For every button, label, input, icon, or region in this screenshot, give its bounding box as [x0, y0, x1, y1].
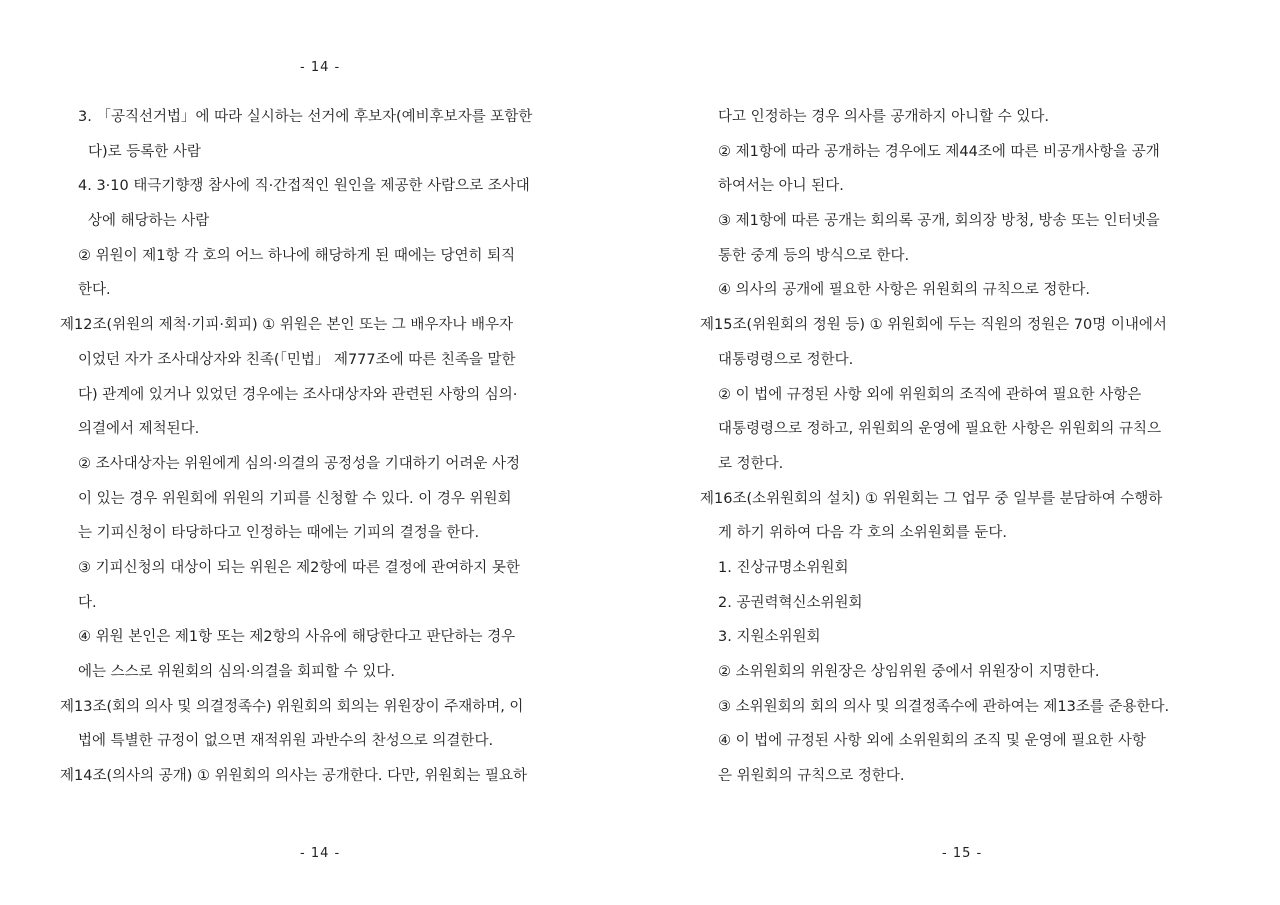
text-line: 이었던 자가 조사대상자와 친족(「민법」 제777조에 따른 친족을 말한: [78, 351, 516, 368]
article-heading-line: 제15조(위원회의 정원 등) ① 위원회에 두는 직원의 정원은 70명 이내에서: [700, 317, 1167, 334]
text-line: ② 위원이 제1항 각 호의 어느 하나에 해당하게 된 때에는 당연히 퇴직: [78, 247, 516, 264]
text-line: 다) 관계에 있거나 있었던 경우에는 조사대상자와 관련된 사항의 심의·: [78, 386, 518, 403]
text-line: 통한 중계 등의 방식으로 한다.: [718, 247, 910, 264]
article-heading-line: 제12조(위원의 제척·기피·회피) ① 위원은 본인 또는 그 배우자나 배우자: [60, 317, 514, 334]
text-line: ④ 이 법에 규정된 사항 외에 소위원회의 조직 및 운영에 필요한 사항: [718, 733, 1146, 750]
text-line: 이 있는 경우 위원회에 위원의 기피를 신청할 수 있다. 이 경우 위원회: [78, 490, 512, 507]
page-number-bottom-left: - 14 -: [300, 846, 341, 861]
text-line: ③ 기피신청의 대상이 되는 위원은 제2항에 따른 결정에 관여하지 못한: [78, 559, 520, 576]
text-line: 대통령령으로 정하고, 위원회의 운영에 필요한 사항은 위원회의 규칙으: [718, 421, 1162, 438]
text-line: 2. 공권력혁신소위원회: [718, 594, 863, 611]
text-line: 다고 인정하는 경우 의사를 공개하지 아니할 수 있다.: [718, 109, 1050, 125]
text-line: 대통령령으로 정한다.: [718, 351, 854, 368]
text-line: ② 제1항에 따라 공개하는 경우에도 제44조에 따른 비공개사항을 공개: [718, 143, 1160, 160]
text-line: 다)로 등록한 사람: [88, 143, 201, 160]
text-line: ② 이 법에 규정된 사항 외에 위원회의 조직에 관하여 필요한 사항은: [718, 386, 1142, 403]
text-line: 하여서는 아니 된다.: [718, 178, 844, 195]
article-heading-line: 제13조(회의 의사 및 의결정족수) 위원회의 회의는 위원장이 주재하며, 이: [60, 698, 524, 715]
text-line: 1. 진상규명소위원회: [718, 559, 849, 576]
page-number-bottom-right: - 15 -: [942, 846, 983, 861]
text-line: 에는 스스로 위원회의 심의·의결을 회피할 수 있다.: [78, 664, 396, 680]
text-line: 법에 특별한 규정이 없으면 재적위원 과반수의 찬성으로 의결한다.: [78, 733, 494, 750]
text-line: 다.: [78, 594, 97, 611]
text-line: ④ 의사의 공개에 필요한 사항은 위원회의 규칙으로 정한다.: [718, 282, 1091, 299]
text-line: 게 하기 위하여 다음 각 호의 소위원회를 둔다.: [718, 525, 1007, 542]
text-line: ④ 위원 본인은 제1항 또는 제2항의 사유에 해당한다고 판단하는 경우: [78, 629, 516, 646]
text-line: ③ 소위원회의 회의 의사 및 의결정족수에 관하여는 제13조를 준용한다.: [718, 698, 1170, 715]
text-line: ② 조사대상자는 위원에게 심의·의결의 공정성을 기대하기 어려운 사정: [78, 455, 521, 472]
right-column: [700, 100, 1230, 794]
text-line: 4. 3·10 태극기향쟁 참사에 직·간접적인 원인을 제공한 사람으로 조사대: [78, 178, 530, 195]
text-line: ③ 제1항에 따른 공개는 회의록 공개, 회의장 방청, 방송 또는 인터넷을: [718, 213, 1160, 230]
text-line: 로 정한다.: [718, 455, 784, 472]
page-number-top: - 14 -: [300, 60, 341, 75]
left-column: [60, 100, 590, 794]
text-line: 3. 「공직선거법」에 따라 실시하는 선거에 후보자(예비후보자를 포함한: [78, 109, 533, 125]
article-heading-line: 제16조(소위원회의 설치) ① 위원회는 그 업무 중 일부를 분담하여 수행하: [700, 490, 1163, 507]
text-line: 한다.: [78, 282, 111, 299]
article-heading-line: 제14조(의사의 공개) ① 위원회의 의사는 공개한다. 다만, 위원회는 필요하: [60, 768, 528, 785]
text-line: 은 위원회의 규칙으로 정한다.: [718, 768, 905, 785]
text-line: 3. 지원소위원회: [718, 629, 821, 646]
text-line: ② 소위원회의 위원장은 상임위원 중에서 위원장이 지명한다.: [718, 664, 1100, 680]
text-line: 상에 해당하는 사람: [88, 213, 210, 230]
text-line: 의결에서 제척된다.: [78, 421, 200, 438]
text-line: 는 기피신청이 타당하다고 인정하는 때에는 기피의 결정을 한다.: [78, 525, 480, 542]
